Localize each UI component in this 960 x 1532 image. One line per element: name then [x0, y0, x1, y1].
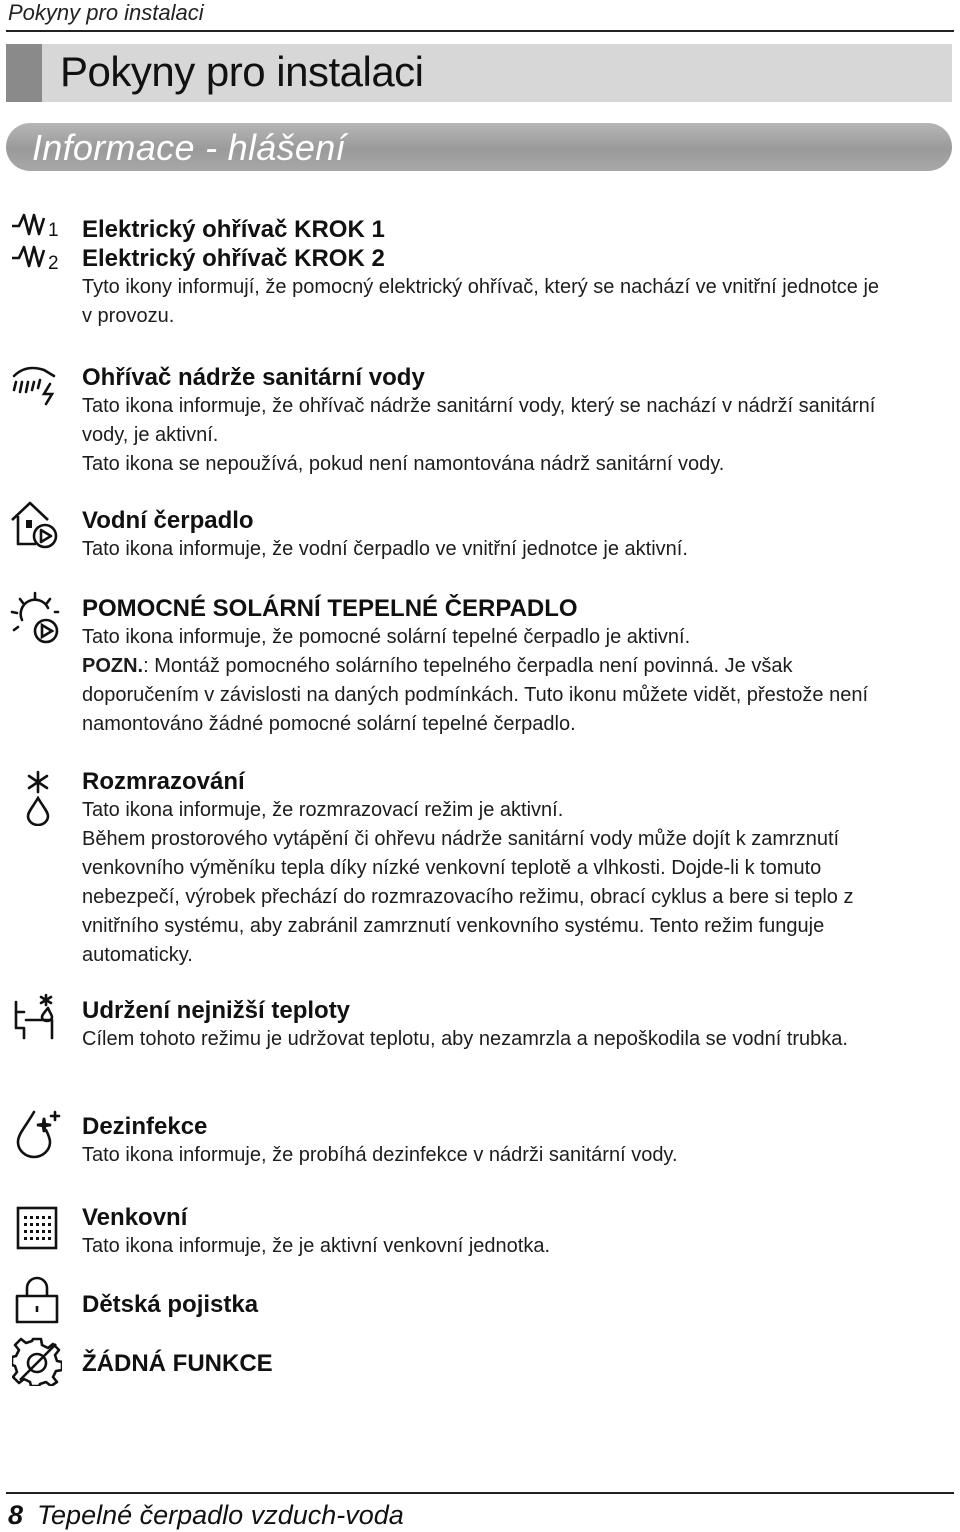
entry-outdoor-unit: [82, 1203, 940, 1261]
entry-text-line: Tato ikona informuje, že pomocné solární tepelné čerpadlo je aktivní.: [82, 626, 691, 648]
entry-text-line: vody, je aktivní.: [82, 424, 219, 446]
entry-title: Elektrický ohřívač KROK 1: [82, 216, 385, 243]
entry-text-line: Tato ikona informuje, že probíhá dezinfekce v nádrži sanitární vody.: [82, 1144, 678, 1166]
note-line: doporučením v závislosti na daných podmínkách. Tuto ikonu můžete vidět, přestože není: [82, 684, 868, 706]
child-lock-icon: [14, 1276, 60, 1326]
entry-child-lock: [82, 1290, 940, 1319]
entry-title: Venkovní: [82, 1204, 188, 1231]
frost-protection-icon: [12, 992, 64, 1042]
entry-title: POMOCNÉ SOLÁRNÍ TEPELNÉ ČERPADLO: [82, 595, 578, 622]
svg-text:1: 1: [48, 220, 59, 241]
note-line: [82, 652, 940, 681]
electric-heater-step-icons: [10, 212, 64, 274]
svg-text:2: 2: [48, 253, 59, 274]
outdoor-unit-icon: [16, 1204, 58, 1250]
entry-title: Ohřívač nádrže sanitární vody: [82, 364, 425, 391]
entry-title: Dětská pojistka: [82, 1291, 259, 1318]
entry-electric-heater: [82, 215, 940, 331]
note-line: namontováno žádné pomocné solární tepelné čerpadlo.: [82, 713, 576, 735]
entry-text-line: Tato ikona se nepoužívá, pokud není namontována nádrž sanitární vody.: [82, 453, 725, 475]
running-header: Pokyny pro instalaci: [8, 0, 204, 25]
entry-text-line: Tato ikona informuje, že je aktivní venkovní jednotka.: [82, 1235, 551, 1257]
section-title: Informace - hlášení: [32, 127, 346, 168]
disinfection-icon: [12, 1108, 62, 1160]
page-title: Pokyny pro instalaci: [60, 48, 424, 95]
entry-defrost: [82, 767, 940, 970]
section-title-bar: [6, 123, 952, 171]
entry-water-pump: [82, 506, 940, 564]
entry-text-line: venkovního výměníku tepla díky nízké venkovní teplotě a vlhkosti. Dojde-li k tomuto: [82, 857, 822, 879]
entry-text-line: nebezpečí, výrobek přechází do rozmrazovacího režimu, obrací cyklus a bere si teplo z: [82, 886, 854, 908]
footer-title: Tepelné čerpadlo vzduch-voda: [37, 1500, 404, 1530]
note-label: POZN.: [82, 655, 144, 677]
entry-disinfection: [82, 1112, 940, 1170]
defrost-icon: [20, 770, 56, 826]
entry-text-line: Tato ikona informuje, že rozmrazovací režim je aktivní.: [82, 799, 564, 821]
entry-text-line: Tato ikona informuje, že ohřívač nádrže sanitární vody, který se nachází v nádrží sanitární: [82, 395, 876, 417]
footer-rule: [6, 1492, 954, 1494]
water-pump-icon: [10, 500, 62, 552]
entry-text-line: Tato ikona informuje, že vodní čerpadlo ve vnitřní jednotce je aktivní.: [82, 538, 688, 560]
entry-text-line: Cílem tohoto režimu je udržovat teplotu, aby nezamrzla a nepoškodila se vodní trubka.: [82, 1028, 848, 1050]
solar-pump-icon: [8, 590, 64, 646]
entry-text-line: vnitřního systému, aby zabránil zamrznutí venkovního systému. Tento režim funguje: [82, 915, 825, 937]
entry-text-line: automaticky.: [82, 944, 193, 966]
page-title-bar: [6, 44, 952, 102]
entry-title: Rozmrazování: [82, 768, 245, 795]
entry-dhw-tank-heater: [82, 363, 940, 479]
entry-text-line: Během prostorového vytápění či ohřevu nádrže sanitární vody může dojít k zamrznutí: [82, 828, 840, 850]
note-text: : Montáž pomocného solárního tepelného čerpadla není povinná. Je však: [143, 655, 793, 677]
entry-title: Vodní čerpadlo: [82, 507, 254, 534]
entry-text-line: v provozu.: [82, 305, 175, 327]
page-number: 8: [8, 1500, 24, 1530]
entry-title: Udržení nejnižší teploty: [82, 997, 351, 1024]
title-bar-accent: [6, 44, 42, 102]
entry-no-function: [82, 1349, 940, 1378]
entry-title: Elektrický ohřívač KROK 2: [82, 245, 385, 272]
entry-title: ŽÁDNÁ FUNKCE: [82, 1350, 273, 1377]
entry-frost-protection: [82, 996, 940, 1054]
no-function-icon: [12, 1336, 62, 1386]
page-footer: [8, 1500, 404, 1531]
entry-solar-pump: [82, 594, 940, 739]
header-rule: [6, 30, 954, 32]
entry-title: Dezinfekce: [82, 1113, 208, 1140]
dhw-tank-heater-icon: [10, 362, 60, 408]
entry-text-line: Tyto ikony informují, že pomocný elektrický ohřívač, který se nachází ve vnitřní jednotce je: [82, 276, 880, 298]
